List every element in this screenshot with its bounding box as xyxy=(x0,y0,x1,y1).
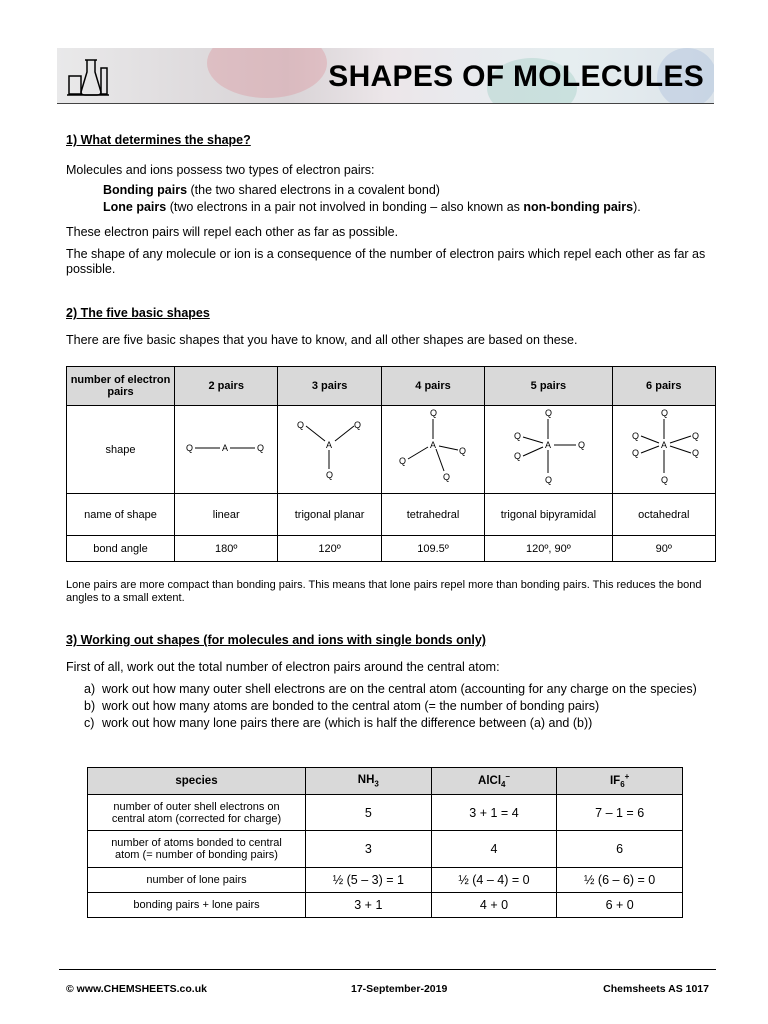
angle-cell: 120º xyxy=(278,536,381,562)
svg-text:Q: Q xyxy=(578,440,586,450)
table-cell: 6 xyxy=(557,831,683,868)
svg-text:Q: Q xyxy=(430,408,438,418)
lone-end: ). xyxy=(633,200,641,214)
row-label: number of outer shell electrons on central atom (corrected for charge) xyxy=(88,795,306,831)
angle-cell: 180º xyxy=(175,536,278,562)
footer-code: Chemsheets AS 1017 xyxy=(603,983,709,995)
header-3-pairs: 3 pairs xyxy=(278,367,381,406)
svg-text:A: A xyxy=(545,440,552,450)
header-6-pairs: 6 pairs xyxy=(612,367,715,406)
row-label: bonding pairs + lone pairs xyxy=(88,893,306,918)
svg-text:A: A xyxy=(660,440,667,450)
svg-text:Q: Q xyxy=(514,451,522,461)
section2-intro: There are five basic shapes that you have to know, and all other shapes are based on these. xyxy=(66,333,578,347)
svg-text:Q: Q xyxy=(631,448,639,458)
bonding-pairs-line xyxy=(103,183,753,198)
section1-heading: 1) What determines the shape? xyxy=(66,133,251,147)
svg-text:Q: Q xyxy=(443,472,451,482)
svg-text:Q: Q xyxy=(545,475,553,485)
section1-intro: Molecules and ions possess two types of electron pairs: xyxy=(66,163,375,177)
table-cell: ½ (4 – 4) = 0 xyxy=(431,868,557,893)
header-alcl4: AlCl$_4$– xyxy=(431,768,557,795)
section2-heading: 2) The five basic shapes xyxy=(66,306,210,320)
table-cell: 3 xyxy=(306,831,432,868)
repel-text: These electron pairs will repel each other as far as possible. xyxy=(66,225,399,239)
row-name-label: name of shape xyxy=(67,494,175,536)
footer-date: 17-September-2019 xyxy=(351,983,448,995)
svg-text:Q: Q xyxy=(353,420,361,430)
header-species: species xyxy=(88,768,306,795)
svg-text:A: A xyxy=(430,440,437,450)
shape-trigonal-planar xyxy=(278,406,381,494)
name-cell: tetrahedral xyxy=(381,494,484,536)
bonding-term: Bonding pairs xyxy=(103,183,188,197)
lone-pairs-line xyxy=(103,200,753,215)
shape-octahedral xyxy=(612,406,715,494)
svg-text:Q: Q xyxy=(399,456,407,466)
row-angle-label: bond angle xyxy=(67,536,175,562)
species-table xyxy=(87,767,683,918)
table-cell: 7 – 1 = 6 xyxy=(557,795,683,831)
section3-heading: 3) Working out shapes (for molecules and ions with single bonds only) xyxy=(66,633,486,647)
name-cell: trigonal planar xyxy=(278,494,381,536)
header-electron-pairs: number of electron pairs xyxy=(67,367,175,406)
svg-text:Q: Q xyxy=(660,475,668,485)
svg-text:Q: Q xyxy=(631,431,639,441)
list-item: a) work out how many outer shell electrons are on the central atom (accounting for any charge on the species) xyxy=(84,682,697,696)
angle-cell: 109.5º xyxy=(381,536,484,562)
svg-text:Q: Q xyxy=(459,446,467,456)
row-shape-label: shape xyxy=(67,406,175,494)
lone-term: Lone pairs xyxy=(103,200,167,214)
page-title: SHAPES OF MOLECULES xyxy=(328,60,704,93)
header-5-pairs: 5 pairs xyxy=(485,367,612,406)
svg-text:Q: Q xyxy=(545,408,553,418)
name-cell: trigonal bipyramidal xyxy=(485,494,612,536)
flask-logo-icon xyxy=(65,54,111,100)
svg-text:Q: Q xyxy=(691,448,699,458)
header-2-pairs: 2 pairs xyxy=(175,367,278,406)
table-cell: 3 + 1 xyxy=(306,893,432,918)
svg-text:Q: Q xyxy=(325,470,333,480)
table-cell: ½ (5 – 3) = 1 xyxy=(306,868,432,893)
svg-text:A: A xyxy=(222,443,229,453)
svg-text:A: A xyxy=(325,440,332,450)
footer-website: © www.CHEMSHEETS.co.uk xyxy=(66,983,207,995)
section3-intro: First of all, work out the total number of electron pairs around the central atom: xyxy=(66,660,500,674)
svg-text:Q: Q xyxy=(257,443,265,453)
svg-text:Q: Q xyxy=(514,431,522,441)
header-if6: $IF_6^+$ xyxy=(557,768,683,795)
lone-pairs-note: Lone pairs are more compact than bonding pairs. This means that lone pairs repel more than bonding pairs. This reduces the bond angles to a small extent. xyxy=(66,579,702,604)
consequence-text: The shape of any molecule or ion is a consequence of the number of electron pairs which repel each other as far as possible. xyxy=(66,247,706,276)
table-cell: 6 + 0 xyxy=(557,893,683,918)
table-cell: 5 xyxy=(306,795,432,831)
bonding-desc: (the two shared electrons in a covalent bond) xyxy=(187,183,440,197)
angle-cell: 90º xyxy=(612,536,715,562)
steps-list xyxy=(84,682,714,733)
basic-shapes-table xyxy=(66,366,716,562)
svg-text:Q: Q xyxy=(296,420,304,430)
shape-linear xyxy=(175,406,278,494)
header-nh3: $NH_3$ xyxy=(306,768,432,795)
table-cell: 4 xyxy=(431,831,557,868)
list-item: c) work out how many lone pairs there are (which is half the difference between (a) and (b)) xyxy=(84,716,593,730)
header-banner xyxy=(57,48,714,104)
shape-trigonal-bipyramidal xyxy=(485,406,612,494)
name-cell: octahedral xyxy=(612,494,715,536)
svg-text:Q: Q xyxy=(186,443,194,453)
shape-tetrahedral xyxy=(381,406,484,494)
table-cell: 4 + 0 xyxy=(431,893,557,918)
row-label: number of lone pairs xyxy=(88,868,306,893)
svg-text:Q: Q xyxy=(660,408,668,418)
table-cell: ½ (6 – 6) = 0 xyxy=(557,868,683,893)
angle-cell: 120º, 90º xyxy=(485,536,612,562)
row-label: number of atoms bonded to central atom (= number of bonding pairs) xyxy=(88,831,306,868)
list-item: b) work out how many atoms are bonded to the central atom (= the number of bonding pairs) xyxy=(84,699,600,713)
footer-divider xyxy=(59,969,716,970)
table-cell: 3 + 1 = 4 xyxy=(431,795,557,831)
header-4-pairs: 4 pairs xyxy=(381,367,484,406)
svg-text:Q: Q xyxy=(691,431,699,441)
lone-desc: (two electrons in a pair not involved in bonding – also known as xyxy=(166,200,524,214)
name-cell: linear xyxy=(175,494,278,536)
lone-alt: non-bonding pairs xyxy=(523,200,634,214)
